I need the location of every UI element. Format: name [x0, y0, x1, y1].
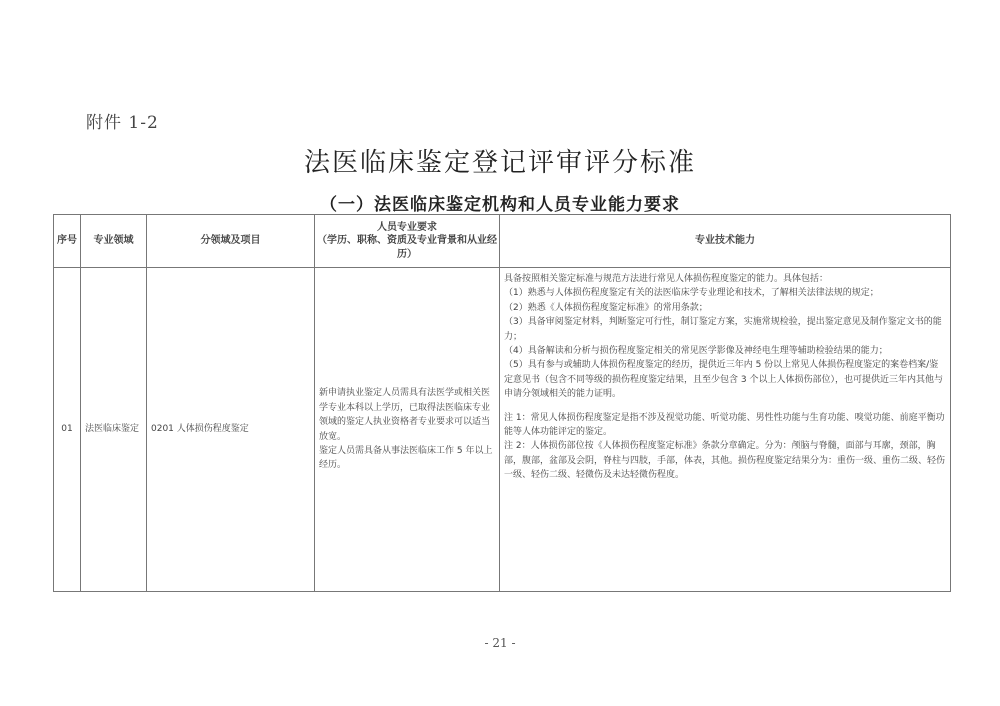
table-header-row: [54, 215, 951, 268]
ability-note-1: 注 1：常见人体损伤程度鉴定是指不涉及视觉功能、听觉功能、男性性功能与生育功能、嗅觉功能、前庭平衡功能等人体功能评定的鉴定。: [504, 412, 945, 437]
section-subtitle: （一）法医临床鉴定机构和人员专业能力要求: [320, 195, 680, 215]
cell-ability: [500, 268, 951, 592]
cell-field: 法医临床鉴定: [81, 268, 147, 592]
header-field: 专业领域: [81, 215, 147, 268]
attachment-label: 附件 1-2: [86, 113, 159, 133]
header-ability: 专业技术能力: [500, 215, 951, 268]
ability-item-4: （4）具备解读和分析与损伤程度鉴定相关的常见医学影像及神经电生理等辅助检验结果的能力；: [504, 345, 888, 356]
table-row: [54, 268, 951, 592]
cell-sub-field: 0201 人体损伤程度鉴定: [147, 268, 315, 592]
header-personnel-detail: （学历、职称、资质及专业背景和从业经历）: [317, 235, 497, 260]
header-personnel: [315, 215, 500, 268]
ability-item-1: （1）熟悉与人体损伤程度鉴定有关的法医临床学专业理论和技术，了解相关法律法规的规定；: [504, 288, 879, 299]
header-seq: 序号: [54, 215, 81, 268]
requirements-table: [53, 214, 951, 592]
header-personnel-title: 人员专业要求: [377, 221, 437, 233]
ability-item-2: （2）熟悉《人体损伤程度鉴定标准》的常用条款；: [504, 302, 708, 313]
page-number: - 21 -: [484, 636, 516, 650]
ability-item-3: （3）具备审阅鉴定材料，判断鉴定可行性，制订鉴定方案，实施常规检验，提出鉴定意见及制作鉴定文书的能力；: [504, 317, 942, 342]
ability-intro: 具备按照相关鉴定标准与规范方法进行常见人体损伤程度鉴定的能力。具体包括：: [504, 274, 829, 284]
ability-item-5: （5）具有参与或辅助人体损伤程度鉴定的经历，提供近三年内 5 份以上常见人体损伤程度鉴定的案卷档案/鉴定意见书（包含不同等级的损伤程度鉴定结果，且至少包含 3 个以上人体损伤部位），也可提供近三年内其他与申请分领域相关的能力证明。: [504, 360, 943, 400]
ability-note-2: 注 2：人体损伤部位按《人体损伤程度鉴定标准》条款分章确定。分为：颅脑与脊髓，面部与耳廓，颈部，胸部，腹部，盆部及会阴，脊柱与四肢，手部，体表，其他。损伤程度鉴定结果分为：重伤一级、重伤二级、轻伤一级、轻伤二级、轻微伤及未达轻微伤程度。: [504, 441, 946, 481]
cell-personnel: 新申请执业鉴定人员需具有法医学或相关医学专业本科以上学历，已取得法医临床专业领域的鉴定人执业资格者专业要求可以适当放宽。 鉴定人员需具备从事法医临床工作 5 年以上经历。: [315, 268, 500, 592]
document-title: 法医临床鉴定登记评审评分标准: [303, 148, 696, 178]
cell-seq: 01: [54, 268, 81, 592]
header-sub-field: 分领域及项目: [147, 215, 315, 268]
